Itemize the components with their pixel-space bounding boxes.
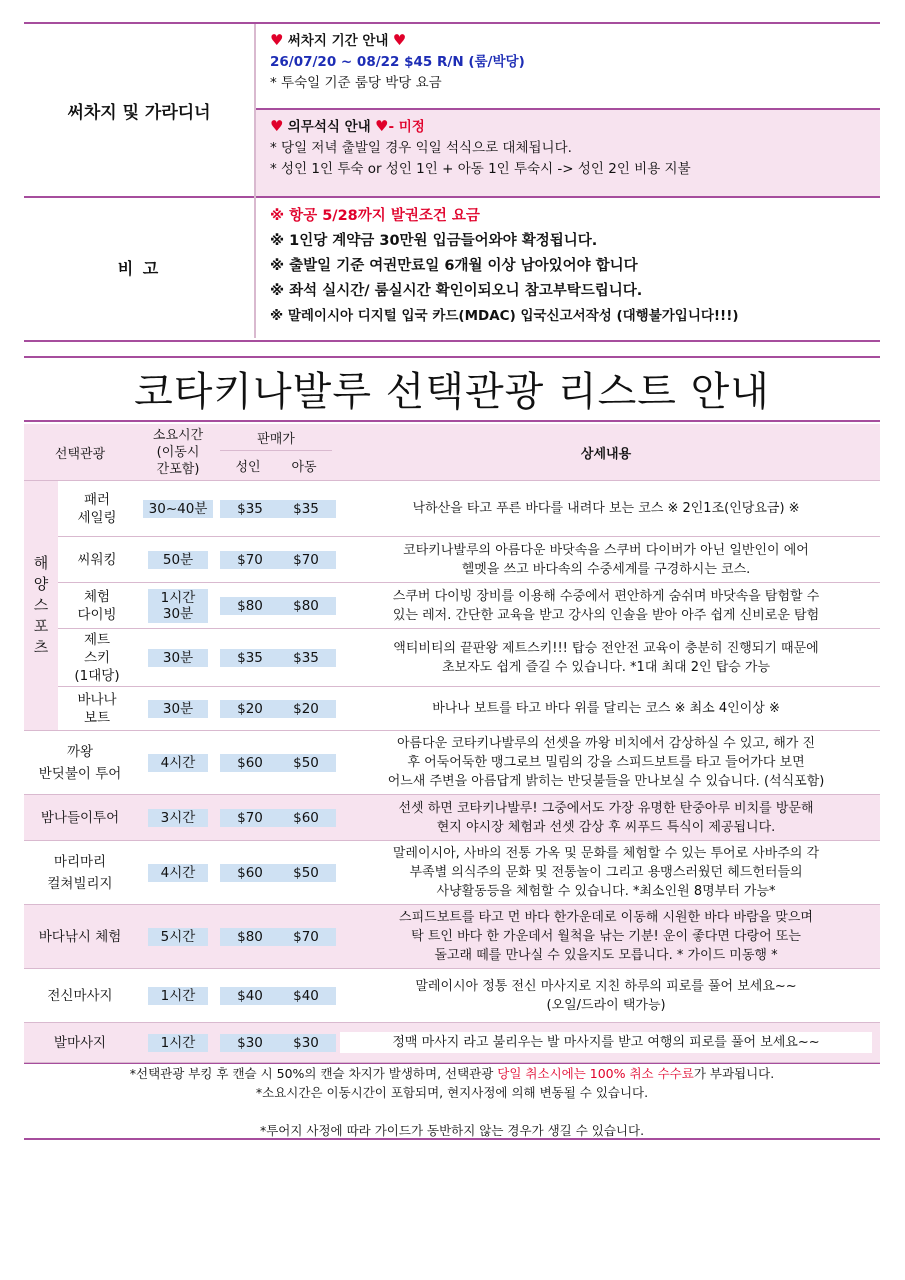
duration-cell: 4시간 bbox=[136, 841, 220, 905]
note-duration: *소요시간은 이동시간이 포함되며, 현지사정에 의해 변동될 수 있습니다. bbox=[255, 1085, 649, 1100]
note-cancel-highlight: 당일 취소시에는 100% 취소 수수료 bbox=[497, 1066, 694, 1081]
group-label: 해 양 스 포 츠 bbox=[24, 481, 58, 731]
table-row bbox=[24, 481, 880, 537]
dinner-note: * 당일 저녁 출발일 경우 익일 석식으로 대체됩니다. bbox=[270, 140, 572, 156]
child-price: $30 bbox=[276, 1023, 332, 1063]
table-row bbox=[24, 969, 880, 1023]
surcharge-title: 써차지 기간 안내 bbox=[287, 33, 389, 49]
duration-cell: 50분 bbox=[136, 537, 220, 583]
table-row bbox=[24, 629, 880, 687]
table-row bbox=[24, 841, 880, 905]
detail-cell: 스쿠버 다이빙 장비를 이용해 수중에서 편안하게 숨쉬며 바닷속을 탐험할 수 있는 레저. 간단한 교육을 받고 강사의 인솔을 받아 아주 쉽게 신비로운 탐험 bbox=[332, 583, 880, 629]
heart-icon: ♥ bbox=[375, 117, 389, 135]
note-guide: *투어지 사정에 따라 가이드가 동반하지 않는 경우가 생길 수 있습니다. bbox=[259, 1123, 645, 1138]
adult-price: $70 bbox=[220, 537, 276, 583]
tour-name: 바나나 보트 bbox=[58, 687, 136, 731]
child-price: $80 bbox=[276, 583, 332, 629]
duration-cell: 1시간 bbox=[136, 969, 220, 1023]
rule-before-title bbox=[24, 356, 880, 358]
duration-cell: 1시간 30분 bbox=[136, 583, 220, 629]
duration-cell: 4시간 bbox=[136, 731, 220, 795]
adult-price: $35 bbox=[220, 629, 276, 687]
tour-name: 밤나들이투어 bbox=[24, 795, 136, 841]
child-price: $35 bbox=[276, 481, 332, 537]
header-adult: 성인 bbox=[220, 451, 276, 481]
table-row bbox=[24, 583, 880, 629]
detail-cell: 아름다운 코타키나발루의 선셋을 까왕 비치에서 감상하실 수 있고, 해가 진 후 어둑어둑한 맹그로브 밀림의 강을 스피드보트를 타고 들어가다 보면 어느새 주변을 아름답게 밝히는 반딧불들을 만나보실 수 있습니다. (석식포함) bbox=[332, 731, 880, 795]
child-price: $50 bbox=[276, 841, 332, 905]
remark-item: ※ 항공 5/28까지 발권조건 요금 bbox=[270, 208, 480, 224]
child-price: $70 bbox=[276, 905, 332, 969]
table-row bbox=[24, 731, 880, 795]
detail-cell: 선셋 하면 코타키나발루! 그중에서도 가장 유명한 탄중아루 비치를 방문해 현지 야시장 체험과 선셋 감상 후 씨푸드 특식이 제공됩니다. bbox=[332, 795, 880, 841]
page-title: 코타키나발루 선택관광 리스트 안내 bbox=[134, 369, 770, 415]
tour-name: 발마사지 bbox=[24, 1023, 136, 1063]
tour-table bbox=[24, 424, 880, 1063]
surcharge-label: 써차지 및 가라디너 bbox=[67, 102, 211, 123]
child-price: $70 bbox=[276, 537, 332, 583]
rule-after-remarks bbox=[24, 340, 880, 342]
header-duration: 소요시간 (이동시 간포함) bbox=[136, 424, 220, 481]
child-price: $50 bbox=[276, 731, 332, 795]
adult-price: $20 bbox=[220, 687, 276, 731]
detail-cell: 말레이시아, 사바의 전통 가옥 및 문화를 체험할 수 있는 투어로 사바주의 각 부족별 의식주의 문화 및 전통놀이 그리고 용맹스러웠던 헤드헌터들의 사냥활동등을 체험할 수 있습니다. *최소인원 8명부터 가능* bbox=[332, 841, 880, 905]
remarks-label: 비 고 bbox=[117, 258, 161, 278]
tour-name: 전신마사지 bbox=[24, 969, 136, 1023]
remark-item: ※ 좌석 실시간/ 룸실시간 확인이되오니 참고부탁드립니다. bbox=[270, 283, 643, 299]
tour-name: 마리마리 컬쳐빌리지 bbox=[24, 841, 136, 905]
remarks-list bbox=[256, 196, 880, 335]
note-cancel: *선택관광 부킹 후 캔슬 시 50%의 캔슬 차지가 발생하며, 선택관광 당일 취소시에는 100% 취소 수수료가 부과됩니다. bbox=[129, 1066, 775, 1081]
detail-cell: 낙하산을 타고 푸른 바다를 내려다 보는 코스 ※ 2인1조(인당요금) ※ bbox=[332, 481, 880, 537]
header-child: 아동 bbox=[276, 451, 332, 481]
duration-cell: 30분 bbox=[136, 687, 220, 731]
tour-name: 바다낚시 체험 bbox=[24, 905, 136, 969]
adult-price: $35 bbox=[220, 481, 276, 537]
adult-price: $40 bbox=[220, 969, 276, 1023]
adult-price: $60 bbox=[220, 731, 276, 795]
detail-cell: 스피드보트를 타고 먼 바다 한가운데로 이동해 시원한 바다 바람을 맞으며 탁 트인 바다 한 가운데서 월척을 낚는 기분! 운이 좋다면 다랑어 또는 돌고래 떼를 만나실 수 있을지도 모릅니다. * 가이드 미동행 * bbox=[332, 905, 880, 969]
dinner-title: 의무석식 안내 bbox=[287, 119, 371, 135]
detail-cell: 코타키나발루의 아름다운 바닷속을 스쿠버 다이버가 아닌 일반인이 에어 헬멧을 쓰고 바다속의 수중세계를 구경하시는 코스. bbox=[332, 537, 880, 583]
child-price: $40 bbox=[276, 969, 332, 1023]
dinner-block bbox=[256, 110, 880, 186]
dinner-status: - 미정 bbox=[388, 119, 425, 135]
table-row bbox=[24, 795, 880, 841]
tour-name: 제트 스키 (1대당) bbox=[58, 629, 136, 687]
child-price: $20 bbox=[276, 687, 332, 731]
rule-after-title bbox=[24, 420, 880, 422]
child-price: $60 bbox=[276, 795, 332, 841]
tour-name: 패러 세일링 bbox=[58, 481, 136, 537]
surcharge-note: * 투숙일 기준 룸당 박당 요금 bbox=[270, 75, 442, 91]
header-detail: 상세내용 bbox=[332, 424, 880, 481]
table-row bbox=[24, 537, 880, 583]
detail-cell: 액티비티의 끝판왕 제트스키!!! 탑승 전안전 교육이 충분히 진행되기 때문에 초보자도 쉽게 즐길 수 있습니다. *1대 최대 2인 탑승 가능 bbox=[332, 629, 880, 687]
duration-cell: 30분 bbox=[136, 629, 220, 687]
table-row bbox=[24, 687, 880, 731]
surcharge-dates: 26/07/20 ~ 08/22 $45 R/N (룸/박당) bbox=[270, 54, 525, 70]
adult-price: $80 bbox=[220, 583, 276, 629]
table-row bbox=[24, 1023, 880, 1063]
duration-cell: 1시간 bbox=[136, 1023, 220, 1063]
adult-price: $60 bbox=[220, 841, 276, 905]
adult-price: $30 bbox=[220, 1023, 276, 1063]
surcharge-remarks-table bbox=[24, 24, 880, 338]
header-price: 판매가 bbox=[220, 424, 332, 451]
table-row bbox=[24, 905, 880, 969]
notes bbox=[24, 1064, 880, 1140]
adult-price: $70 bbox=[220, 795, 276, 841]
heart-icon: ♥ bbox=[270, 117, 284, 135]
dinner-note: * 성인 1인 투숙 or 성인 1인 + 아동 1인 투숙시 -> 성인 2인 비용 지불 bbox=[270, 161, 691, 177]
tour-name: 까왕 반딧불이 투어 bbox=[24, 731, 136, 795]
header-tour: 선택관광 bbox=[24, 424, 136, 481]
duration-cell: 30~40분 bbox=[136, 481, 220, 537]
remark-item: ※ 출발일 기준 여권만료일 6개월 이상 남아있어야 합니다 bbox=[270, 258, 638, 274]
detail-cell: 바나나 보트를 타고 바다 위를 달리는 코스 ※ 최소 4인이상 ※ bbox=[332, 687, 880, 731]
child-price: $35 bbox=[276, 629, 332, 687]
remark-item: ※ 1인당 계약금 30만원 입금들어와야 확정됩니다. bbox=[270, 233, 598, 249]
heart-icon: ♥ bbox=[392, 31, 407, 49]
duration-cell: 3시간 bbox=[136, 795, 220, 841]
duration-cell: 5시간 bbox=[136, 905, 220, 969]
adult-price: $80 bbox=[220, 905, 276, 969]
heart-icon: ♥ bbox=[270, 31, 284, 49]
surcharge-block bbox=[256, 24, 880, 100]
remark-item: ※ 말레이시아 디지털 입국 카드(MDAC) 입국신고서작성 (대행불가입니다!!!) bbox=[270, 308, 739, 324]
tour-name: 체험 다이빙 bbox=[58, 583, 136, 629]
detail-cell: 말레이시아 정통 전신 마사지로 지친 하루의 피로를 풀어 보세요~~ (오일/드라이 택가능) bbox=[332, 969, 880, 1023]
detail-cell: 정맥 마사지 라고 불리우는 발 마사지를 받고 여행의 피로를 풀어 보세요~~ bbox=[332, 1023, 880, 1063]
tour-name: 씨워킹 bbox=[58, 537, 136, 583]
